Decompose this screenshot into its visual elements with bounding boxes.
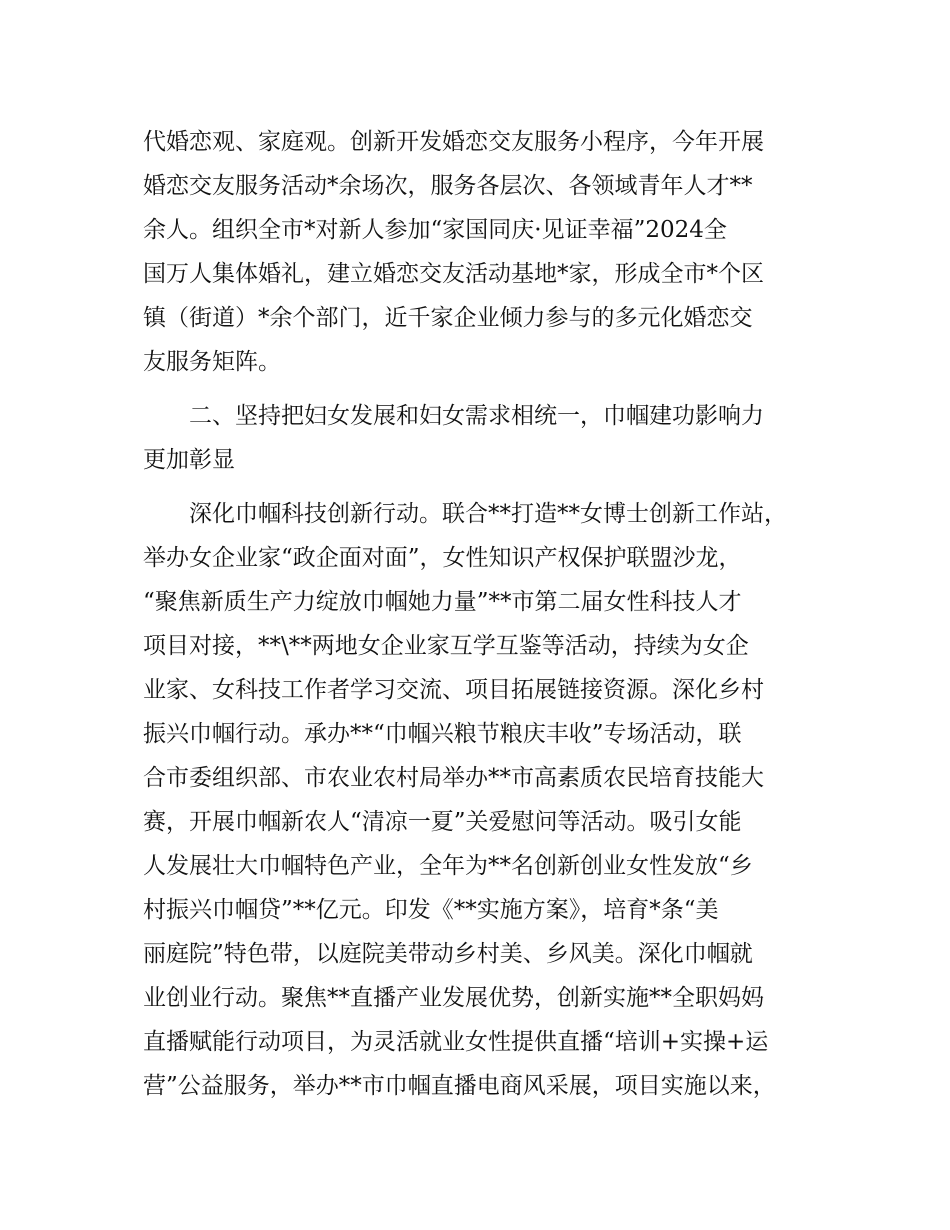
text-line: 国万人集体婚礼，建立婚恋交友活动基地*家，形成全市*个区 [143, 261, 764, 287]
text-line: 振兴巾帼行动。承办**“巾帼兴粮节粮庆丰收”专场活动，联 [143, 721, 742, 747]
text-line: 业家、女科技工作者学习交流、项目拓展链接资源。深化乡村 [143, 677, 764, 703]
text-line: 婚恋交友服务活动*余场次，服务各层次、各领域青年人才** [143, 173, 753, 199]
heading-line: 二、坚持把妇女发展和妇女需求相统一，巾帼建功影响力 [189, 403, 764, 429]
text-line: 余人。组织全市*对新人参加“家国同庆·见证幸福”2024全 [143, 217, 727, 243]
text-line: 人发展壮大巾帼特色产业，全年为**名创新创业女性发放“乡 [143, 853, 753, 879]
text-line: 直播赋能行动项目，为灵活就业女性提供直播“培训+实操+运 [143, 1029, 769, 1055]
text-line: 村振兴巾帼贷”**亿元。印发《**实施方案》，培育*条“美 [143, 897, 719, 923]
paragraph-gap [143, 384, 823, 394]
text-line: 镇（街道）*余个部门，近千家企业倾力参与的多元化婚恋交 [143, 305, 753, 331]
text-line: 赛，开展巾帼新农人“清凉一夏”关爱慰问等活动。吸引女能 [143, 809, 742, 835]
text-line: 深化巾帼科技创新行动。联合**打造**女博士创新工作站， [189, 501, 787, 527]
text-line: 代婚恋观、家庭观。创新开发婚恋交友服务小程序，今年开展 [143, 129, 764, 155]
paragraph-gap [143, 482, 823, 492]
section-heading [143, 394, 823, 482]
paragraph-marriage-services [143, 120, 823, 384]
document-body [143, 120, 823, 1108]
text-line: “聚焦新质生产力绽放巾帼她力量”**市第二届女性科技人才 [143, 589, 742, 615]
heading-line: 更加彰显 [143, 447, 235, 473]
text-line: 友服务矩阵。 [143, 349, 281, 375]
text-line: 项目对接，**\**两地女企业家互学互鉴等活动，持续为女企 [143, 633, 749, 659]
text-line: 业创业行动。聚焦**直播产业发展优势，创新实施**全职妈妈 [143, 985, 764, 1011]
text-line: 举办女企业家“政企面对面”，女性知识产权保护联盟沙龙， [143, 545, 742, 571]
paragraph-women-initiatives [143, 492, 823, 1108]
text-line: 合市委组织部、市农业农村局举办**市高素质农民培育技能大 [143, 765, 764, 791]
text-line: 营”公益服务，举办**市巾帼直播电商风采展，项目实施以来， [143, 1073, 776, 1099]
text-line: 丽庭院”特色带，以庭院美带动乡村美、乡风美。深化巾帼就 [143, 941, 753, 967]
